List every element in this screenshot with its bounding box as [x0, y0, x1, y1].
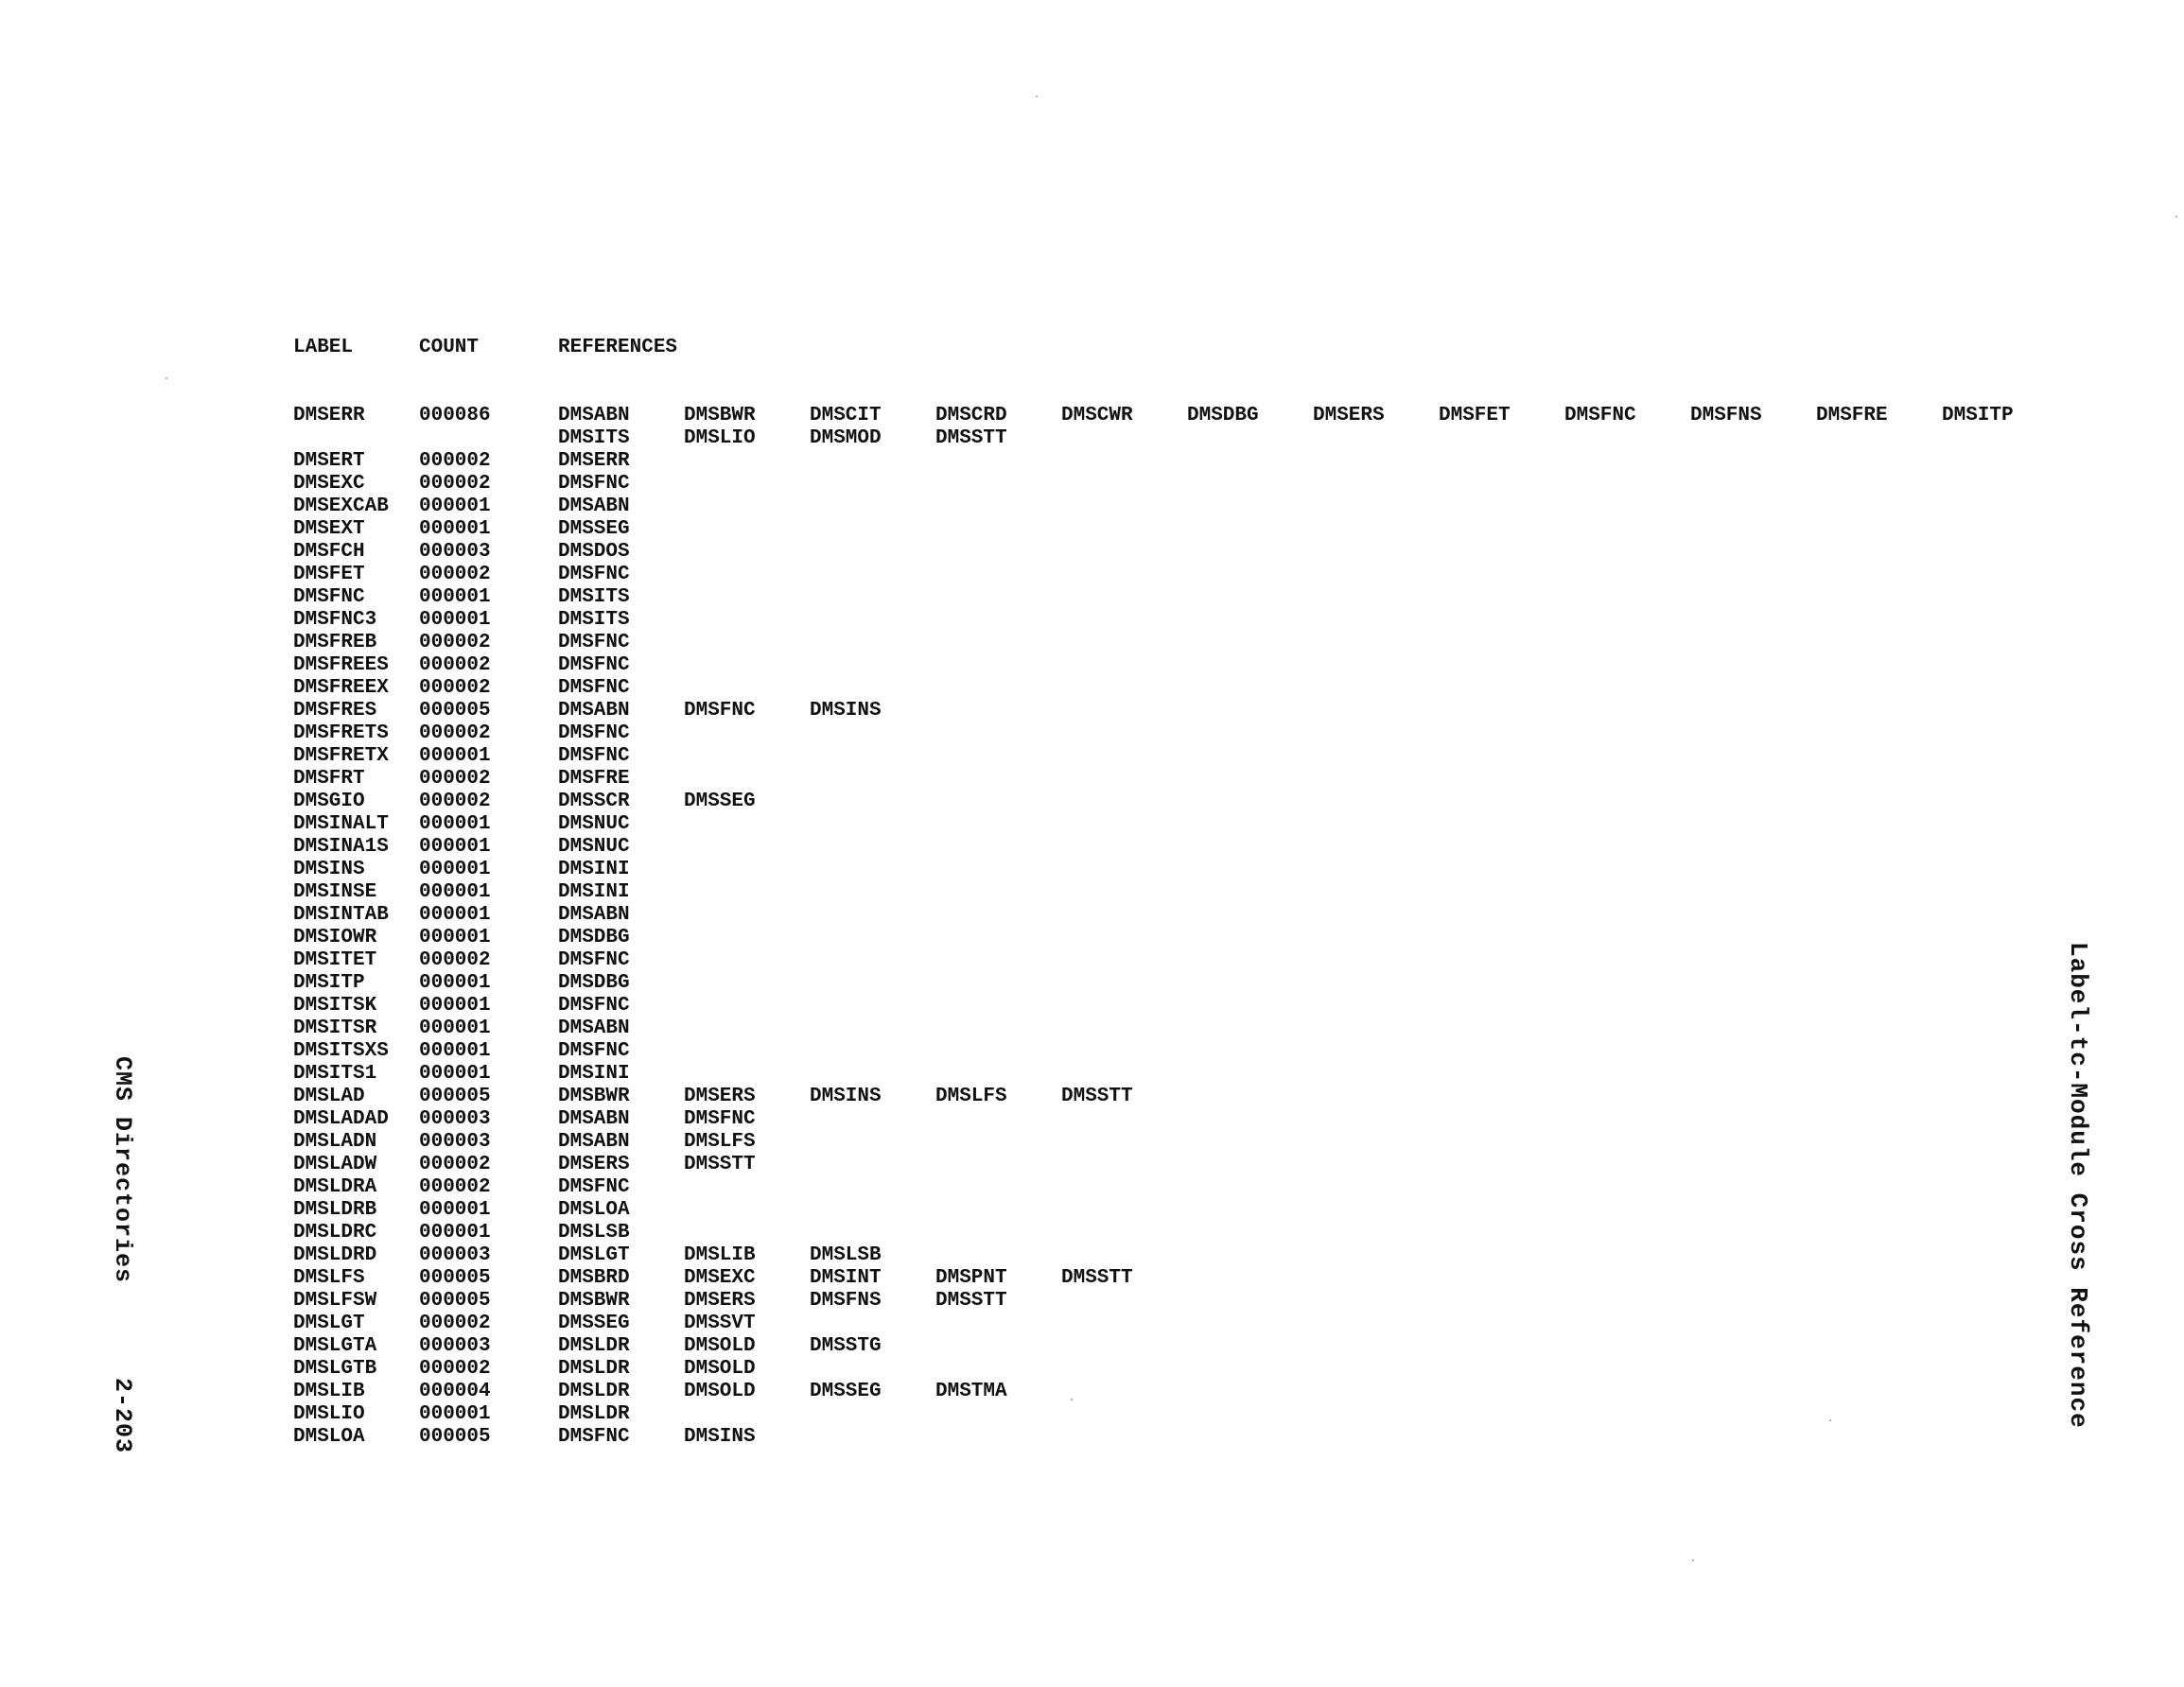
table-row	[293, 405, 2071, 450]
row-label: DMSFREB	[293, 632, 377, 653]
reference-module: DMSLFS	[935, 1086, 1007, 1107]
table-row	[293, 1108, 2071, 1131]
reference-module: DMSERR	[558, 450, 630, 472]
reference-module: DMSFNC	[1564, 405, 1636, 426]
table-row	[293, 927, 2071, 949]
table-row	[293, 1040, 2071, 1063]
row-count: 000001	[419, 859, 491, 880]
reference-module: DMSFET	[1439, 405, 1511, 426]
row-count: 000001	[419, 881, 491, 903]
row-count: 000001	[419, 496, 491, 517]
row-references	[558, 1199, 2071, 1222]
table-row	[293, 541, 2071, 564]
row-label: DMSINSE	[293, 881, 377, 903]
row-label: DMSINTAB	[293, 904, 389, 926]
reference-module: DMSFNS	[810, 1290, 882, 1312]
reference-module: DMSITS	[558, 609, 630, 631]
cross-reference-listing	[293, 337, 2071, 1449]
header-spacer	[293, 359, 2071, 405]
table-row	[293, 1222, 2071, 1244]
reference-module: DMSABN	[558, 405, 630, 426]
row-label: DMSLIB	[293, 1381, 365, 1402]
row-count: 000003	[419, 541, 491, 563]
row-label: DMSFRT	[293, 768, 365, 790]
row-references	[558, 791, 2071, 813]
row-references	[558, 1403, 2071, 1426]
row-count: 000005	[419, 1267, 491, 1289]
reference-module: DMSSEG	[558, 1313, 630, 1334]
reference-module: DMSSTT	[1061, 1086, 1133, 1107]
row-label: DMSFREES	[293, 654, 389, 676]
reference-module: DMSINS	[810, 1086, 882, 1107]
scan-speck	[1829, 1419, 1831, 1421]
row-label: DMSLOA	[293, 1426, 365, 1448]
row-references	[558, 972, 2071, 995]
reference-module: DMSERS	[684, 1290, 756, 1312]
reference-module: DMSEXC	[684, 1267, 756, 1289]
row-count: 000004	[419, 1381, 491, 1402]
table-row	[293, 791, 2071, 813]
row-references	[558, 1086, 2071, 1108]
table-row	[293, 654, 2071, 677]
row-references	[558, 405, 2071, 450]
scan-speck	[1071, 1399, 1073, 1400]
row-references	[558, 1017, 2071, 1040]
reference-module: DMSTMA	[935, 1381, 1007, 1402]
table-row	[293, 1381, 2071, 1403]
table-row	[293, 1086, 2071, 1108]
row-label: DMSFRES	[293, 700, 377, 722]
reference-module: DMSBRD	[558, 1267, 630, 1289]
row-references	[558, 654, 2071, 677]
table-row	[293, 609, 2071, 632]
row-label: DMSLDRA	[293, 1176, 377, 1198]
row-label: DMSFET	[293, 564, 365, 585]
row-label: DMSEXC	[293, 473, 365, 495]
reference-module: DMSBWR	[558, 1086, 630, 1107]
row-count: 000003	[419, 1335, 491, 1357]
row-count: 000002	[419, 768, 491, 790]
row-references	[558, 995, 2071, 1017]
row-references	[558, 1108, 2071, 1131]
left-margin-caption	[109, 1056, 136, 1453]
reference-module: DMSLDR	[558, 1358, 630, 1380]
row-count: 000001	[419, 745, 491, 767]
reference-module: DMSCWR	[1061, 405, 1133, 426]
row-label: DMSLGTA	[293, 1335, 377, 1357]
reference-module: DMSLFS	[684, 1131, 756, 1153]
row-label: DMSLGTB	[293, 1358, 377, 1380]
row-references	[558, 904, 2071, 927]
row-references	[558, 1063, 2071, 1086]
row-count: 000001	[419, 586, 491, 608]
row-label: DMSLDRD	[293, 1244, 377, 1266]
reference-module: DMSFNC	[684, 700, 756, 722]
reference-module: DMSBWR	[684, 405, 756, 426]
table-row	[293, 1131, 2071, 1154]
reference-module: DMSERS	[684, 1086, 756, 1107]
row-references	[558, 949, 2071, 972]
table-row	[293, 1063, 2071, 1086]
reference-module: DMSFNC	[558, 745, 630, 767]
row-references	[558, 1313, 2071, 1335]
table-row	[293, 1154, 2071, 1176]
reference-module: DMSNUC	[558, 813, 630, 835]
table-row	[293, 1426, 2071, 1449]
reference-module: DMSFNC	[558, 995, 630, 1017]
reference-module: DMSABN	[558, 700, 630, 722]
table-row	[293, 1290, 2071, 1313]
row-label: DMSINALT	[293, 813, 389, 835]
reference-module: DMSSTT	[1061, 1267, 1133, 1289]
table-row	[293, 700, 2071, 722]
reference-module: DMSABN	[558, 1017, 630, 1039]
row-label: DMSLAD	[293, 1086, 365, 1107]
table-row	[293, 632, 2071, 654]
row-references	[558, 1154, 2071, 1176]
row-references	[558, 1335, 2071, 1358]
row-label: DMSFCH	[293, 541, 365, 563]
row-references	[558, 722, 2071, 745]
row-count: 000002	[419, 677, 491, 699]
row-references	[558, 1290, 2071, 1313]
row-label: DMSLFS	[293, 1267, 365, 1289]
row-count: 000001	[419, 927, 491, 948]
reference-module: DMSDBG	[558, 927, 630, 948]
reference-module: DMSFRE	[558, 768, 630, 790]
row-count: 000001	[419, 1063, 491, 1085]
row-count: 000001	[419, 1222, 491, 1244]
count-column-header: COUNT	[419, 337, 480, 358]
row-label: DMSGIO	[293, 791, 365, 812]
table-row	[293, 1335, 2071, 1358]
row-count: 000002	[419, 1358, 491, 1380]
row-count: 000001	[419, 904, 491, 926]
row-references	[558, 518, 2071, 541]
row-label: DMSITP	[293, 972, 365, 994]
reference-module: DMSLDR	[558, 1403, 630, 1425]
reference-module: DMSSTT	[935, 427, 1007, 449]
row-label: DMSLDRC	[293, 1222, 377, 1244]
reference-module: DMSABN	[558, 1131, 630, 1153]
row-count: 000001	[419, 518, 491, 540]
table-row	[293, 972, 2071, 995]
row-count: 000002	[419, 722, 491, 744]
row-count: 000001	[419, 995, 491, 1017]
row-count: 000001	[419, 1199, 491, 1221]
row-label: DMSFNC3	[293, 609, 377, 631]
row-count: 000001	[419, 972, 491, 994]
row-label: DMSITSK	[293, 995, 377, 1017]
row-references	[558, 541, 2071, 564]
label-column-header: LABEL	[293, 337, 354, 358]
reference-module: DMSITS	[558, 427, 630, 449]
row-references	[558, 1267, 2071, 1290]
reference-module: DMSFNC	[558, 1040, 630, 1062]
reference-module: DMSSTT	[935, 1290, 1007, 1312]
table-row	[293, 722, 2071, 745]
table-row	[293, 1403, 2071, 1426]
table-row	[293, 859, 2071, 881]
table-row	[293, 768, 2071, 791]
row-label: DMSINS	[293, 859, 365, 880]
row-count: 000002	[419, 1154, 491, 1175]
row-count: 000002	[419, 1313, 491, 1334]
reference-module: DMSLOA	[558, 1199, 630, 1221]
row-references	[558, 586, 2071, 609]
table-row	[293, 677, 2071, 700]
row-count: 000005	[419, 700, 491, 722]
row-references	[558, 1358, 2071, 1381]
reference-module: DMSITP	[1942, 405, 2014, 426]
reference-module: DMSLDR	[558, 1335, 630, 1357]
row-references	[558, 745, 2071, 768]
row-count: 000003	[419, 1108, 491, 1130]
row-references	[558, 609, 2071, 632]
table-row	[293, 1199, 2071, 1222]
row-count: 000002	[419, 949, 491, 971]
table-row	[293, 1358, 2071, 1381]
reference-module: DMSINI	[558, 859, 630, 880]
reference-module: DMSFNC	[558, 654, 630, 676]
row-label: DMSFNC	[293, 586, 365, 608]
reference-module: DMSFNC	[558, 949, 630, 971]
row-count: 000002	[419, 564, 491, 585]
row-references	[558, 700, 2071, 722]
reference-module: DMSSTT	[684, 1154, 756, 1175]
row-references	[558, 677, 2071, 700]
row-label: DMSFRETS	[293, 722, 389, 744]
table-row	[293, 949, 2071, 972]
reference-module: DMSABN	[558, 1108, 630, 1130]
row-count: 000001	[419, 1040, 491, 1062]
row-label: DMSINA1S	[293, 836, 389, 858]
table-row	[293, 518, 2071, 541]
row-references	[558, 1131, 2071, 1154]
reference-module: DMSFNS	[1690, 405, 1762, 426]
row-references	[558, 1040, 2071, 1063]
row-references	[558, 927, 2071, 949]
table-body	[293, 405, 2071, 1449]
table-row	[293, 586, 2071, 609]
row-references	[558, 859, 2071, 881]
reference-module: DMSFNC	[558, 564, 630, 585]
row-count: 000001	[419, 1017, 491, 1039]
reference-module: DMSFNC	[558, 722, 630, 744]
row-references	[558, 1244, 2071, 1267]
reference-module: DMSFNC	[684, 1108, 756, 1130]
row-label: DMSERR	[293, 405, 365, 426]
scan-speck	[1036, 96, 1038, 97]
reference-module: DMSSEG	[810, 1381, 882, 1402]
reference-module: DMSITS	[558, 586, 630, 608]
reference-module: DMSOLD	[684, 1358, 756, 1380]
reference-module: DMSINS	[810, 700, 882, 722]
row-label: DMSITSR	[293, 1017, 377, 1039]
table-row	[293, 1313, 2071, 1335]
row-count: 000002	[419, 632, 491, 653]
reference-module: DMSLIB	[684, 1244, 756, 1266]
row-count: 000002	[419, 1176, 491, 1198]
row-count: 000003	[419, 1244, 491, 1266]
reference-module: DMSDBG	[1187, 405, 1259, 426]
row-references	[558, 450, 2071, 473]
reference-module: DMSFNC	[558, 1426, 630, 1448]
row-count: 000002	[419, 654, 491, 676]
row-references	[558, 836, 2071, 859]
row-count: 000005	[419, 1290, 491, 1312]
reference-module: DMSABN	[558, 904, 630, 926]
table-row	[293, 745, 2071, 768]
reference-module: DMSOLD	[684, 1381, 756, 1402]
reference-module: DMSDOS	[558, 541, 630, 563]
reference-module: DMSINI	[558, 881, 630, 903]
row-label: DMSIOWR	[293, 927, 377, 948]
row-count: 000001	[419, 813, 491, 835]
right-margin-title: Label-tc-Module Cross Reference	[2064, 942, 2092, 1429]
reference-module: DMSPNT	[935, 1267, 1007, 1289]
reference-module: DMSSVT	[684, 1313, 756, 1334]
row-count: 000005	[419, 1426, 491, 1448]
row-count: 000086	[419, 405, 491, 426]
row-references	[558, 632, 2071, 654]
row-references	[558, 1222, 2071, 1244]
reference-module: DMSLIO	[684, 427, 756, 449]
reference-module: DMSABN	[558, 496, 630, 517]
row-label: DMSEXT	[293, 518, 365, 540]
row-label: DMSLFSW	[293, 1290, 377, 1312]
scan-speck	[166, 377, 167, 379]
reference-module: DMSOLD	[684, 1335, 756, 1357]
table-row	[293, 995, 2071, 1017]
reference-module: DMSLGT	[558, 1244, 630, 1266]
table-row	[293, 813, 2071, 836]
row-count: 000001	[419, 836, 491, 858]
table-row	[293, 836, 2071, 859]
column-header-row	[293, 337, 2071, 359]
row-label: DMSLIO	[293, 1403, 365, 1425]
row-count: 000005	[419, 1086, 491, 1107]
page-number: 2-203	[109, 1378, 136, 1454]
section-title: CMS Directories	[109, 1056, 136, 1284]
row-label: DMSITSXS	[293, 1040, 389, 1062]
row-references	[558, 1176, 2071, 1199]
row-references	[558, 564, 2071, 586]
reference-module: DMSMOD	[810, 427, 882, 449]
row-count: 000002	[419, 450, 491, 472]
reference-module: DMSFRE	[1816, 405, 1888, 426]
row-label: DMSLADAD	[293, 1108, 389, 1130]
table-row	[293, 1176, 2071, 1199]
row-label: DMSITS1	[293, 1063, 377, 1085]
row-label: DMSERT	[293, 450, 365, 472]
reference-module: DMSERS	[1313, 405, 1385, 426]
row-count: 000003	[419, 1131, 491, 1153]
table-row	[293, 496, 2071, 518]
row-references	[558, 1426, 2071, 1449]
row-references	[558, 496, 2071, 518]
row-label: DMSEXCAB	[293, 496, 389, 517]
table-row	[293, 473, 2071, 496]
row-count: 000001	[419, 1403, 491, 1425]
table-row	[293, 1017, 2071, 1040]
row-label: DMSLADW	[293, 1154, 377, 1175]
row-label: DMSFRETX	[293, 745, 389, 767]
table-row	[293, 1244, 2071, 1267]
row-references	[558, 768, 2071, 791]
row-count: 000002	[419, 473, 491, 495]
reference-module: DMSERS	[558, 1154, 630, 1175]
table-row	[293, 881, 2071, 904]
row-count: 000001	[419, 609, 491, 631]
reference-module: DMSSCR	[558, 791, 630, 812]
reference-module: DMSBWR	[558, 1290, 630, 1312]
reference-module: DMSCRD	[935, 405, 1007, 426]
reference-module: DMSLSB	[810, 1244, 882, 1266]
reference-module: DMSSEG	[558, 518, 630, 540]
row-references	[558, 473, 2071, 496]
table-row	[293, 1267, 2071, 1290]
references-column-header: REFERENCES	[558, 337, 678, 358]
reference-module: DMSINS	[684, 1426, 756, 1448]
row-label: DMSITET	[293, 949, 377, 971]
reference-module: DMSINI	[558, 1063, 630, 1085]
row-label: DMSLDRB	[293, 1199, 377, 1221]
reference-module: DMSCIT	[810, 405, 882, 426]
scan-speck	[1692, 1559, 1694, 1561]
reference-module: DMSSTG	[810, 1335, 882, 1357]
scan-speck	[2175, 216, 2177, 217]
reference-module: DMSNUC	[558, 836, 630, 858]
table-row	[293, 450, 2071, 473]
reference-module: DMSFNC	[558, 677, 630, 699]
reference-module: DMSSEG	[684, 791, 756, 812]
reference-module: DMSFNC	[558, 632, 630, 653]
reference-module: DMSLSB	[558, 1222, 630, 1244]
reference-module: DMSINT	[810, 1267, 882, 1289]
row-references	[558, 1381, 2071, 1403]
row-count: 000002	[419, 791, 491, 812]
row-references	[558, 813, 2071, 836]
table-row	[293, 904, 2071, 927]
reference-module: DMSLDR	[558, 1381, 630, 1402]
row-label: DMSLGT	[293, 1313, 365, 1334]
row-label: DMSFREEX	[293, 677, 389, 699]
row-label: DMSLADN	[293, 1131, 377, 1153]
table-row	[293, 564, 2071, 586]
reference-module: DMSDBG	[558, 972, 630, 994]
reference-module: DMSFNC	[558, 473, 630, 495]
reference-module: DMSFNC	[558, 1176, 630, 1198]
row-references	[558, 881, 2071, 904]
